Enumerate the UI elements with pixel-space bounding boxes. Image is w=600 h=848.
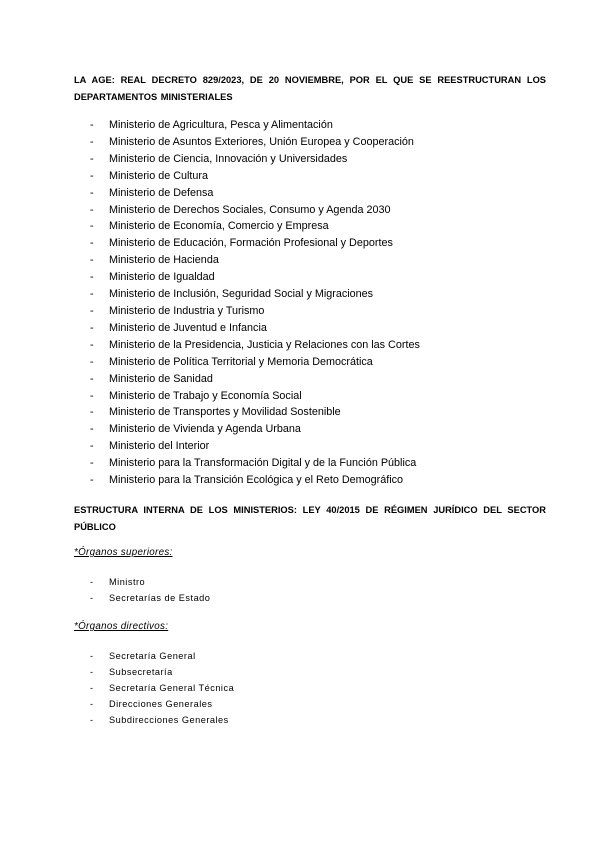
bullet-dash: - bbox=[90, 321, 94, 334]
list-item bbox=[90, 648, 234, 664]
list-item-text: Ministerio de la Presidencia, Justicia y Relaciones con las Cortes bbox=[109, 338, 420, 351]
list-item-text: Ministerio de Trabajo y Economía Social bbox=[109, 389, 302, 402]
bullet-dash: - bbox=[90, 119, 94, 131]
list-item-text: Secretaría General bbox=[109, 651, 196, 661]
list-item bbox=[90, 455, 420, 472]
list-item bbox=[90, 202, 420, 219]
bullet-dash: - bbox=[90, 457, 94, 470]
list-item bbox=[90, 252, 420, 269]
bullet-dash: - bbox=[90, 152, 94, 165]
list-item bbox=[90, 472, 420, 489]
list-item bbox=[90, 438, 420, 455]
organos-directivos-list bbox=[90, 648, 234, 728]
list-item-text: Ministerio de Transportes y Movilidad Sostenible bbox=[109, 406, 341, 419]
list-item-text: Ministerio para la Transformación Digital y de la Función Pública bbox=[109, 457, 417, 470]
organos-superiores-list bbox=[90, 574, 210, 606]
list-item bbox=[90, 421, 420, 438]
list-item bbox=[90, 664, 234, 680]
list-item bbox=[90, 337, 420, 354]
bullet-dash: - bbox=[90, 474, 94, 487]
list-item-text: Ministerio de Sanidad bbox=[109, 372, 213, 385]
list-item bbox=[90, 590, 210, 606]
list-item-text: Ministerio para la Transición Ecológica y el Reto Demográfico bbox=[109, 474, 404, 487]
list-item bbox=[90, 371, 420, 388]
bullet-dash: - bbox=[90, 440, 94, 453]
bullet-dash: - bbox=[90, 288, 94, 301]
bullet-dash: - bbox=[90, 406, 94, 419]
list-item bbox=[90, 712, 234, 728]
list-item-text: Ministerio de Industria y Turismo bbox=[109, 304, 265, 317]
list-item-text: Ministerio de Política Territorial y Memoria Democrática bbox=[109, 355, 373, 368]
bullet-dash: - bbox=[90, 304, 94, 317]
bullet-dash: - bbox=[90, 271, 94, 284]
list-item-text: Ministerio de Ciencia, Innovación y Universidades bbox=[109, 152, 348, 165]
list-item bbox=[90, 168, 420, 185]
ministries-list bbox=[90, 117, 420, 489]
bullet-dash: - bbox=[90, 715, 94, 725]
list-item-text: Ministerio de Economía, Comercio y Empresa bbox=[109, 220, 329, 233]
list-item bbox=[90, 269, 420, 286]
list-item-text: Secretarías de Estado bbox=[109, 593, 211, 603]
list-item bbox=[90, 388, 420, 405]
list-item-text: Ministerio de Asuntos Exteriores, Unión Europea y Cooperación bbox=[109, 135, 414, 148]
subheading-organos-superiores: *Órganos superiores: bbox=[74, 547, 173, 558]
bullet-dash: - bbox=[90, 169, 94, 182]
bullet-dash: - bbox=[90, 577, 94, 587]
bullet-dash: - bbox=[90, 699, 94, 709]
list-item-text: Ministerio del Interior bbox=[109, 440, 210, 453]
list-item-text: Ministerio de Educación, Formación Profesional y Deportes bbox=[109, 237, 393, 250]
list-item-text: Ministerio de Derechos Sociales, Consumo y Agenda 2030 bbox=[109, 203, 391, 216]
list-item-text: Ministerio de Cultura bbox=[109, 169, 209, 182]
list-item bbox=[90, 117, 420, 134]
bullet-dash: - bbox=[90, 135, 94, 148]
bullet-dash: - bbox=[90, 651, 94, 661]
bullet-dash: - bbox=[90, 338, 94, 351]
list-item-text: Subdirecciones Generales bbox=[109, 715, 229, 725]
section-heading-estructura: ESTRUCTURA INTERNA DE LOS MINISTERIOS: LEY 40/2015 DE RÉGIMEN JURÍDICO DEL SECTOR PÚBLICO bbox=[74, 505, 546, 532]
bullet-dash: - bbox=[90, 186, 94, 199]
list-item bbox=[90, 235, 420, 252]
bullet-dash: - bbox=[90, 237, 94, 250]
bullet-dash: - bbox=[90, 389, 94, 402]
bullet-dash: - bbox=[90, 355, 94, 368]
list-item-text: Ministerio de Vivienda y Agenda Urbana bbox=[109, 423, 301, 436]
list-item-text: Ministerio de Juventud e Infancia bbox=[109, 321, 267, 334]
list-item bbox=[90, 151, 420, 168]
list-item bbox=[90, 696, 234, 712]
list-item bbox=[90, 354, 420, 371]
subheading-organos-directivos: *Órganos directivos: bbox=[74, 621, 169, 632]
list-item-text: Ministerio de Igualdad bbox=[109, 271, 215, 284]
list-item-text: Ministro bbox=[109, 577, 146, 587]
list-item bbox=[90, 680, 234, 696]
list-item-text: Ministerio de Agricultura, Pesca y Alimentación bbox=[109, 119, 333, 131]
list-item-text: Subsecretaría bbox=[109, 667, 173, 677]
bullet-dash: - bbox=[90, 254, 94, 267]
list-item bbox=[90, 574, 210, 590]
bullet-dash: - bbox=[90, 683, 94, 693]
list-item bbox=[90, 320, 420, 337]
list-item bbox=[90, 185, 420, 202]
list-item bbox=[90, 286, 420, 303]
bullet-dash: - bbox=[90, 372, 94, 385]
list-item bbox=[90, 303, 420, 320]
bullet-dash: - bbox=[90, 423, 94, 436]
list-item bbox=[90, 404, 420, 421]
list-item-text: Direcciones Generales bbox=[109, 699, 213, 709]
bullet-dash: - bbox=[90, 593, 94, 603]
list-item-text: Ministerio de Inclusión, Seguridad Social y Migraciones bbox=[109, 288, 374, 301]
bullet-dash: - bbox=[90, 203, 94, 216]
list-item-text: Secretaría General Técnica bbox=[109, 683, 235, 693]
list-item-text: Ministerio de Hacienda bbox=[109, 254, 219, 267]
list-item bbox=[90, 218, 420, 235]
bullet-dash: - bbox=[90, 667, 94, 677]
list-item bbox=[90, 134, 420, 151]
bullet-dash: - bbox=[90, 220, 94, 233]
section-heading-age: LA AGE: REAL DECRETO 829/2023, DE 20 NOVIEMBRE, POR EL QUE SE REESTRUCTURAN LOS DEPARTAMENTOS MINISTERIALES bbox=[74, 75, 546, 102]
list-item-text: Ministerio de Defensa bbox=[109, 186, 214, 199]
